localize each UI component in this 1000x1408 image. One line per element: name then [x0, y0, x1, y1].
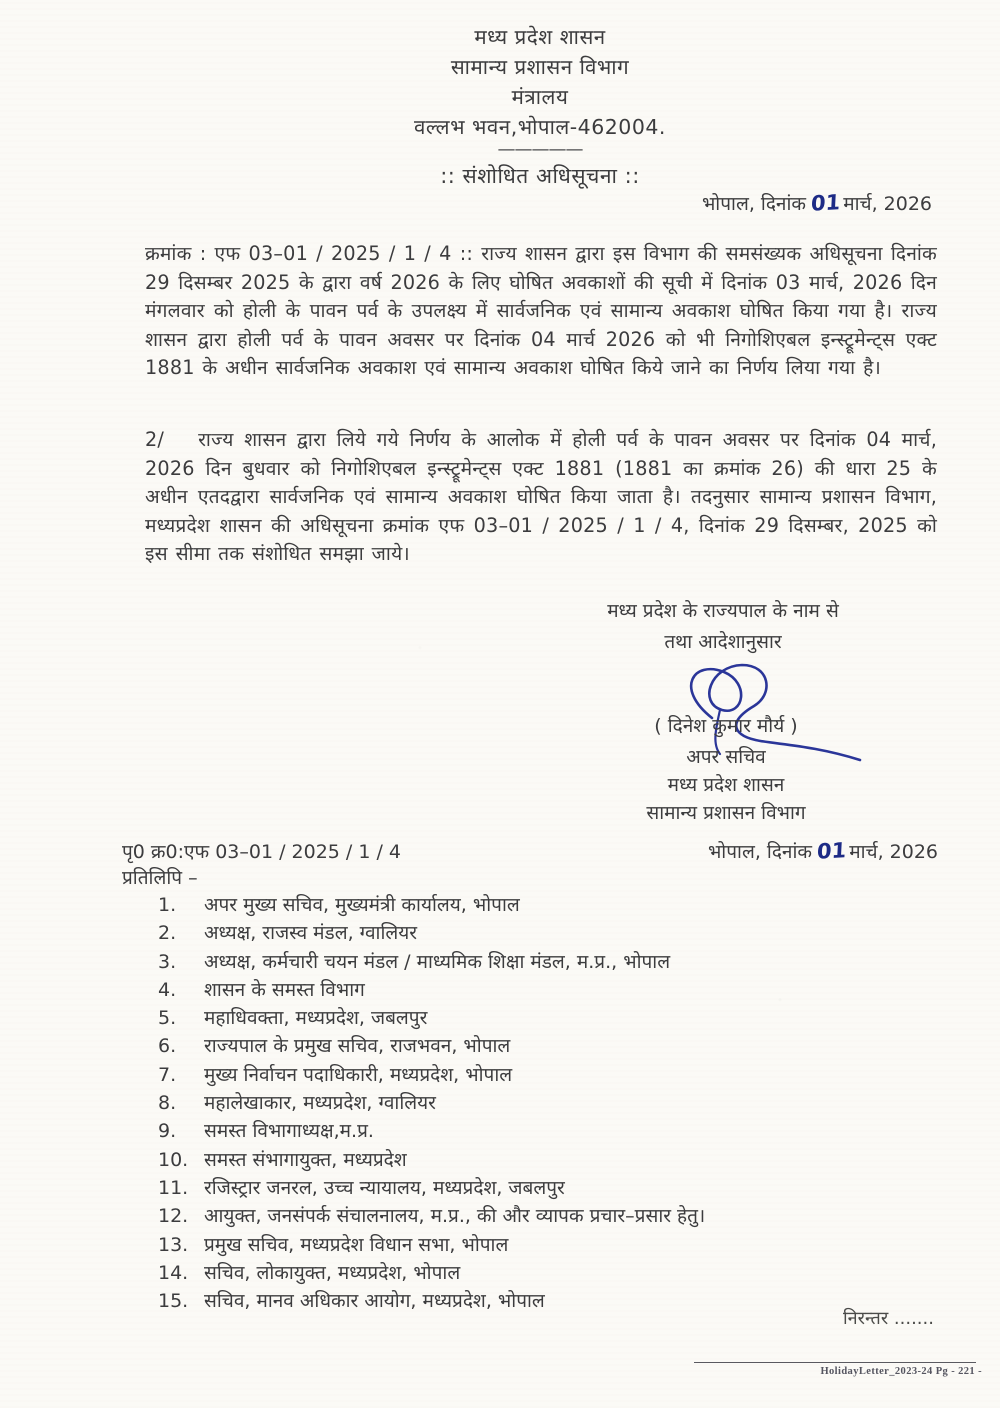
- dateline-top: [702, 190, 932, 216]
- list-item: [158, 948, 948, 976]
- handwritten-date-endorsement: 01: [816, 838, 847, 864]
- signatory-designation: अपर सचिव: [686, 746, 766, 768]
- dateline-endorsement-suffix: मार्च, 2026: [849, 841, 938, 863]
- authority-line-2: तथा आदेशानुसार: [664, 631, 782, 653]
- dateline-endorsement-prefix: भोपाल, दिनांक: [707, 841, 812, 863]
- list-item-number: 11.: [158, 1176, 189, 1199]
- list-item: [158, 976, 948, 1004]
- endorsement-ref-number: पृ0 क्र0:एफ 03–01 / 2025 / 1 / 4: [122, 841, 402, 863]
- signatory-name: ( दिनेश कुमार मौर्य ): [654, 715, 798, 737]
- authority-block: [540, 596, 906, 658]
- list-item: [158, 1231, 948, 1259]
- list-item: [158, 1202, 948, 1230]
- list-item-number: 10.: [158, 1148, 189, 1171]
- list-item-text: सचिव, मानव अधिकार आयोग, मध्यप्रदेश, भोपाल: [204, 1290, 545, 1313]
- dateline-endorsement: [708, 838, 938, 864]
- list-item-text: मुख्य निर्वाचन पदाधिकारी, मध्यप्रदेश, भोपाल: [204, 1063, 513, 1086]
- list-item-text: आयुक्त, जनसंपर्क संचालनालय, म.प्र., की और व्यापक प्रचार–प्रसार हेतु।: [204, 1205, 706, 1228]
- list-item-text: राज्यपाल के प्रमुख सचिव, राजभवन, भोपाल: [204, 1035, 511, 1058]
- list-item: [158, 1117, 948, 1145]
- letterhead: [140, 22, 940, 142]
- list-item: [158, 1146, 948, 1174]
- handwritten-date-top: 01: [810, 190, 841, 216]
- list-item: [158, 1287, 948, 1315]
- list-item-number: 1.: [158, 894, 177, 916]
- list-item-text: समस्त संभागायुक्त, मध्यप्रदेश: [204, 1148, 407, 1171]
- list-item-text: अध्यक्ष, कर्मचारी चयन मंडल / माध्यमिक शिक्षा मंडल, म.प्र., भोपाल: [204, 950, 671, 973]
- list-item-text: शासन के समस्त विभाग: [204, 978, 365, 1001]
- signatory-org-line-2: सामान्य प्रशासन विभाग: [646, 802, 806, 824]
- letterhead-department: सामान्य प्रशासन विभाग: [450, 55, 630, 79]
- list-item-number: 14.: [158, 1261, 189, 1284]
- list-item: [158, 891, 948, 919]
- list-item: [158, 1174, 948, 1202]
- list-item: [158, 1061, 948, 1089]
- letterhead-govt-name: मध्य प्रदेश शासन: [474, 25, 606, 49]
- list-item-number: 5.: [158, 1007, 177, 1030]
- list-item-number: 2.: [158, 922, 177, 945]
- paragraph-2: [145, 426, 937, 569]
- list-item-number: 6.: [158, 1035, 177, 1058]
- list-item-text: अपर मुख्य सचिव, मुख्यमंत्री कार्यालय, भोपाल: [204, 894, 520, 916]
- letterhead-ministry: मंत्रालय: [511, 85, 569, 109]
- dateline-top-prefix: भोपाल, दिनांक: [701, 193, 806, 215]
- list-item-number: 12.: [158, 1205, 189, 1228]
- list-item-number: 8.: [158, 1092, 177, 1115]
- list-item: [158, 919, 948, 947]
- list-item-number: 15.: [158, 1290, 189, 1313]
- copy-to-label: प्रतिलिपि –: [122, 867, 198, 889]
- endorsement-row: [122, 838, 938, 864]
- list-item-text: महालेखाकार, मध्यप्रदेश, ग्वालियर: [204, 1092, 436, 1115]
- recipients-list: [158, 891, 948, 1315]
- list-item: [158, 1089, 948, 1117]
- list-item-number: 3.: [158, 950, 177, 973]
- list-item-text: सचिव, लोकायुक्त, मध्यप्रदेश, भोपाल: [204, 1261, 461, 1284]
- footer-rule: [694, 1362, 976, 1363]
- paragraph-2-number: 2/: [145, 428, 165, 451]
- notice-title: :: संशोधित अधिसूचना ::: [440, 164, 640, 188]
- list-item-number: 9.: [158, 1120, 177, 1143]
- list-item-text: रजिस्ट्रार जनरल, उच्च न्यायालय, मध्यप्रदेश, जबलपुर: [204, 1176, 565, 1199]
- list-item: [158, 1032, 948, 1060]
- list-item-number: 7.: [158, 1063, 177, 1086]
- list-item-text: समस्त विभागाध्यक्ष,म.प्र.: [204, 1120, 374, 1143]
- list-item-text: अध्यक्ष, राजस्व मंडल, ग्वालियर: [204, 922, 418, 945]
- paragraph-2-text: राज्य शासन द्वारा लिये गये निर्णय के आलोक में होली पर्व के पावन अवसर पर दिनांक 04 मार्च, 2026 दिन बुधवार को निगोशिएबल इन्स्ट्रूमेन्ट्स एक्ट 1881 (1881 का क्रमांक 26) की धारा 25 के अधीन एतदद्वारा सार्वजनिक एवं सामान्य अवकाश घोषित किया जाता है। तदनुसार सामान्य प्रशासन विभाग, मध्यप्रदेश शासन की अधिसूचना क्रमांक एफ 03–01 / 2025 / 1 / 4, दिनांक 29 दिसम्बर, 2025 को इस सीमा तक संशोधित समझा जाये।: [145, 428, 937, 566]
- continuation-note: निरन्तर .......: [843, 1308, 934, 1329]
- authority-line-1: मध्य प्रदेश के राज्यपाल के नाम से: [607, 600, 839, 622]
- dateline-top-suffix: मार्च, 2026: [843, 193, 932, 215]
- list-item-number: 13.: [158, 1233, 189, 1256]
- signatory-org-line-1: मध्य प्रदेश शासन: [667, 774, 785, 796]
- list-item: [158, 1259, 948, 1287]
- list-item-text: प्रमुख सचिव, मध्यप्रदेश विधान सभा, भोपाल: [204, 1233, 509, 1256]
- list-item: [158, 1004, 948, 1032]
- paragraph-1: क्रमांक : एफ 03–01 / 2025 / 1 / 4 :: राज्य शासन द्वारा इस विभाग की समसंख्यक अधिसूचना दिनांक 29 दिसम्बर 2025 के द्वारा वर्ष 2026 के लिए घोषित अवकाशों की सूची में दिनांक 03 मार्च, 2026 दिन मंगलवार को होली के पावन पर्व के उपलक्ष्य में सार्वजनिक एवं सामान्य अवकाश घोषित किया गया है। राज्य शासन द्वारा होली पर्व के पावन अवसर पर दिनांक 04 मार्च 2026 को भी निगोशिएबल इन्स्ट्रूमेन्ट्स एक्ट 1881 के अधीन सार्वजनिक अवकाश एवं सामान्य अवकाश घोषित किये जाने का निर्णय लिया गया है।: [145, 242, 937, 380]
- letterhead-address: वल्लभ भवन,भोपाल-462004.: [414, 115, 666, 139]
- separator-dashes: —————: [497, 139, 583, 160]
- list-item-text: महाधिवक्ता, मध्यप्रदेश, जबलपुर: [204, 1007, 428, 1030]
- footer-reference: HolidayLetter_2023-24 Pg - 221 -: [820, 1366, 982, 1377]
- list-item-number: 4.: [158, 978, 177, 1001]
